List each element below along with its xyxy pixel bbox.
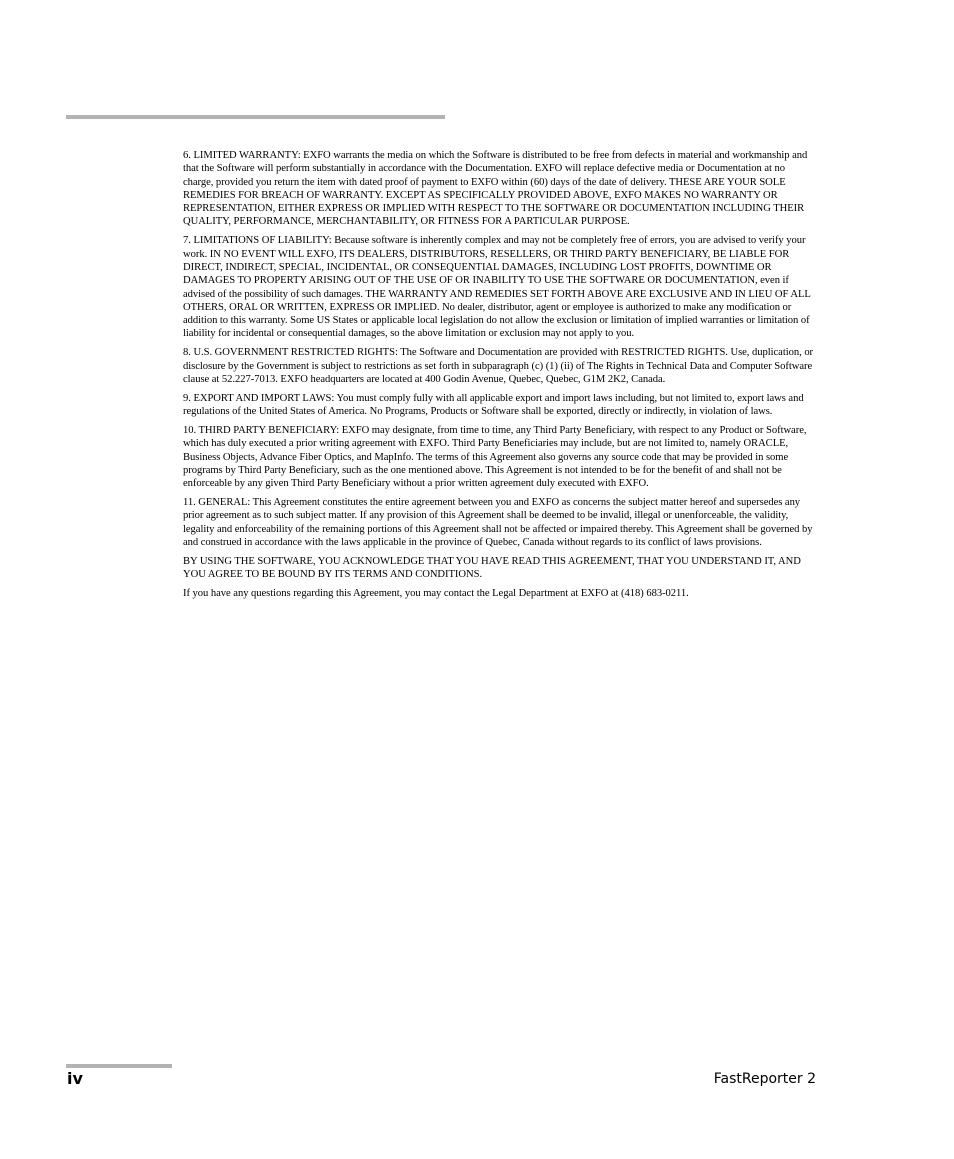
paragraph-limited-warranty: 6. LIMITED WARRANTY: EXFO warrants the media on which the Software is distributed to be free from defects in material and workmanship and that the Software will perform substantially in accordance with the Documentation. EXFO will replace defective media or Documentation at no charge, provided you return the item with dated proof of payment to EXFO within (60) days of the date of delivery. THESE ARE YOUR SOLE REMEDIES FOR BREACH OF WARRANTY. EXCEPT AS SPECIFICALLY PROVIDED ABOVE, EXFO MAKES NO WARRANTY OR REPRESENTATION, EITHER EXPRESS OR IMPLIED WITH RESPECT TO THE SOFTWARE OR DOCUMENTATION INCLUDING THEIR QUALITY, PERFORMANCE, MERCHANTABILITY, OR FITNESS FOR A PARTICULAR PURPOSE. (183, 150, 808, 228)
paragraph-export-import-laws: 9. EXPORT AND IMPORT LAWS: You must comply fully with all applicable export and import laws including, but not limited to, export laws and regulations of the United States of America. No Programs, Products or Software shall be exported, directly or indirectly, in violation of laws. (183, 392, 804, 418)
page-number: iv (67, 1069, 83, 1088)
paragraph-contact: If you have any questions regarding this Agreement, you may contact the Legal Department at EXFO at (418) 683-0211. (183, 588, 689, 600)
paragraph-acknowledgement: BY USING THE SOFTWARE, YOU ACKNOWLEDGE THAT YOU HAVE READ THIS AGREEMENT, THAT YOU UNDERSTAND IT, AND YOU AGREE TO BE BOUND BY ITS TERMS AND CONDITIONS. (183, 555, 801, 581)
footer-rule (66, 1064, 172, 1068)
paragraph-third-party-beneficiary: 10. THIRD PARTY BENEFICIARY: EXFO may designate, from time to time, any Third Party Beneficiary, with respect to any Product or Software, which has duly executed a prior writing agreement with EXFO. Third Party Beneficiaries may include, but are not limited to, namely ORACLE, Business Objects, Advance Fiber Optics, and MapInfo. The terms of this Agreement also governs any source code that may be provided in some programs by Third Party Beneficiary, such as the one mentioned above. This Agreement is not intended to be for the benefit of and shall not be enforceable by any given Third Party Beneficiary without a prior written agreement duly executed with EXFO. (183, 425, 807, 490)
paragraph-government-restricted-rights: 8. U.S. GOVERNMENT RESTRICTED RIGHTS: The Software and Documentation are provided with RESTRICTED RIGHTS. Use, duplication, or disclosure by the Government is subject to restrictions as set forth in subparagraph (c) (1) (ii) of The Rights in Technical Data and Computer Software clause at 52.227-7013. EXFO headquarters are located at 400 Godin Avenue, Quebec, Quebec, G1M 2K2, Canada. (183, 347, 814, 385)
license-agreement-text (183, 149, 817, 606)
product-name: FastReporter 2 (713, 1071, 816, 1087)
paragraph-general: 11. GENERAL: This Agreement constitutes the entire agreement between you and EXFO as concerns the subject matter hereof and supersedes any prior agreement as to such subject matter. If any provision of this Agreement shall be deemed to be invalid, illegal or unenforceable, the validity, legality and enforceability of the remaining portions of this Agreement shall not be affected or impaired thereby. This Agreement shall be governed by and construed in accordance with the laws applicable in the province of Quebec, Canada without regards to its conflict of laws provisions. (183, 497, 813, 548)
paragraph-limitations-of-liability: 7. LIMITATIONS OF LIABILITY: Because software is inherently complex and may not be completely free of errors, you are advised to verify your work. IN NO EVENT WILL EXFO, ITS DEALERS, DISTRIBUTORS, RESELLERS, OR THIRD PARTY BENEFICIARY, BE LIABLE FOR DIRECT, INDIRECT, SPECIAL, INCIDENTAL, OR CONSEQUENTIAL DAMAGES, INCLUDING LOST PROFITS, DOWNTIME OR DAMAGES TO PROPERTY ARISING OUT OF THE USE OF OR INABILITY TO USE THE SOFTWARE OR DOCUMENTATION, even if advised of the possibility of such damages. THE WARRANTY AND REMEDIES SET FORTH ABOVE ARE EXCLUSIVE AND IN LIEU OF ALL OTHERS, ORAL OR WRITTEN, EXPRESS OR IMPLIED. No dealer, distributor, agent or employee is authorized to make any modification or addition to this warranty. Some US States or applicable local legislation do not allow the exclusion or limitation of implied warranties or limitation of liability for incidental or consequential damages, so the above limitation or exclusion may not apply to you. (183, 235, 811, 340)
header-rule (66, 115, 445, 119)
